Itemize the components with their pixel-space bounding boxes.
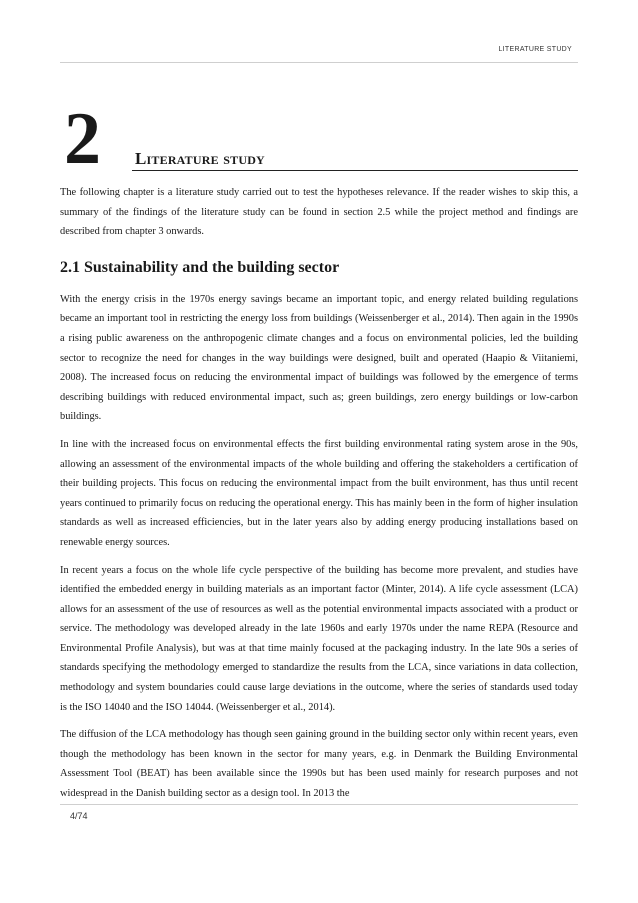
header-divider xyxy=(60,62,578,63)
intro-paragraph: The following chapter is a literature study carried out to test the hypotheses relevance. If the reader wishes to skip this, a summary of the findings of the literature study can be found in section 2.5 while the project method and findings are described from chapter 3 onwards. xyxy=(60,187,578,238)
running-header: LITERATURE STUDY xyxy=(498,46,572,53)
body-paragraph-3: In recent years a focus on the whole life cycle perspective of the building has become more prevalent, and studies have identified the embedded energy in building materials as an important factor (Minter, 2014). A life cycle assessment (LCA) allows for an assessment of the use of resources as well as the potential environmental impacts associated with a product or service. The methodology was developed already in the late 1960s and early 1970s under the name REPA (Resource and Environmental Profile Analysis), but was at that time mainly focused at the packaging industry. In the late 90s a series of standards specifying the methodology emerged to standardize the results from the LCA, since variations in data collection, methodology and system boundaries could cause large deviations in the outcome, where the series of standards used today is the ISO 14040 and the ISO 14044. (Weissenberger et al., 2014). xyxy=(60,564,578,713)
chapter-number: 2 xyxy=(64,98,101,180)
body-paragraph-4: The diffusion of the LCA methodology has though seen gaining ground in the building sector only within recent years, even though the methodology has been known in the sector for many years, e.g. in Denmark the Building Environmental Assessment Tool (BEAT) has been available since the 1990s but has been used mainly for research purposes and not widespread in the Danish building sector as a design tool. In 2013 the xyxy=(60,729,578,800)
footer-divider xyxy=(60,804,578,805)
chapter-title-underline xyxy=(132,170,578,171)
section-heading: 2.1 Sustainability and the building sector xyxy=(60,258,340,276)
body-paragraph-1: With the energy crisis in the 1970s energy savings became an important topic, and energy related building regulations became an important tool in restricting the energy loss from buildings (Weissenberger et al., 2014). Then again in the 1990s a rising public awareness on the anthropogenic climate changes and a focus on environmental policies, led the building sector to recognize the need for changes in the way buildings were designed, built and operated (Haapio & Viitaniemi, 2008). The increased focus on reducing the environmental impact of buildings was followed by the emergence of terms describing buildings with reduced environmental impact, such as; green buildings, zero energy buildings or low-carbon buildings. xyxy=(60,293,578,423)
page-number: 4/74 xyxy=(70,811,88,821)
chapter-title: Literature study xyxy=(135,149,265,168)
page-body xyxy=(60,183,578,812)
body-paragraph-2: In line with the increased focus on environmental effects the first building environmental rating system arose in the 90s, allowing an assessment of the environmental impacts of the whole building and offering the stakeholders a certification of their building projects. This focus on reducing the environmental impact from the built environment, has thus until recent years continued to primarily focus on reducing the operational energy. This has mainly been in the form of higher insulation standards as well as increased efficiencies, but in the later years also by adding energy producing installations based on renewable energy sources. xyxy=(60,438,578,548)
chapter-heading xyxy=(60,98,578,180)
